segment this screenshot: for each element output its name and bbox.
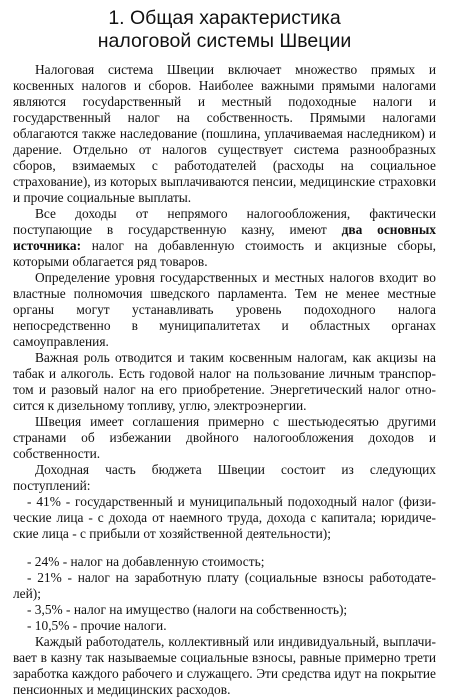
list-item: - 41% - государственный и муниципальный подоходный налог (физические лица - с дохода от наемного труда, дохода с капитала; юридические лица - с прибыли от хозяйственной деятельности); — [13, 494, 436, 541]
title-line-2: налоговой системы Швеции — [97, 30, 352, 52]
paragraph-overview: Налоговая система Швеции включает множество прямых и косвенных налогов и сборов. Наиболее важными прямыми налогами являются госуdарственный и местный подоходные налоги и государственный налог на собственность. Прямыми налогами облагаются также наследование (пошлина, уплачиваемая наследником) и дарение. Отдельно от налогов существует система разнообразных сборов, взимаемых с работодателей (расходы на социальное страхование), из которых выплачиваются пенсии, медицинские страховки и прочие социальные выплаты. — [13, 62, 436, 205]
paragraph-indirect-taxes-tail: налог на добавленную стоимость и акцизные сборы, которыми облагается ряд товаров. — [13, 238, 436, 269]
document-body — [13, 62, 436, 698]
list-item: - 24% - налог на добавленную стоимость; — [27, 554, 265, 569]
paragraph-excise: Важная роль отводится и таким косвенным налогам, как акцизы на табак и алкоголь. Есть годовой налог на пользование личным транспортом и разовый налог на его приобретение. Энергетический налог относится к дизельному топливу, углю, электроэнергии. — [13, 350, 436, 413]
paragraph-tax-levels: Определение уровня государственных и местных налогов входит во властные полномочия шведского парламента. Тем не менее местные органы могут устанавливать уровень подоходного налога непосредственно в муниципалитетах и областных органах самоуправления. — [13, 270, 436, 349]
page-title — [13, 7, 436, 53]
list-spacer — [13, 542, 436, 554]
paragraph-indirect-taxes — [13, 206, 436, 270]
list-item: - 10,5% - прочие налоги. — [27, 618, 167, 633]
paragraph-budget-intro: Доходная часть бюджета Швеции состоит из следующих поступлений: — [13, 462, 436, 493]
paragraph-indirect-taxes-text: Все доходы от непрямого налогообложения, фактически поступающие в государственную казну, имеют — [13, 206, 436, 237]
paragraph-treaties: Швеция имеет соглашения примерно с шестьюдесятью другими странами об избежании двойного налогообложения доходов и собственности. — [13, 414, 436, 461]
revenue-list — [13, 494, 436, 634]
paragraph-indirect-taxes-emphasis: два основных источника: — [13, 222, 436, 253]
list-item: - 21% - налог на заработную плату (социальные взносы работодателей); — [13, 570, 436, 601]
title-line-1: 1. Общая характеристика — [108, 7, 341, 29]
paragraph-social-contributions: Каждый работодатель, коллективный или индивидуальный, выплачивает в казну так называемые социальные взносы, равные примерно трети заработка каждого рабочего и служащего. Эти средства идут на покрытие пенсионных и медицинских расходов. — [13, 634, 436, 697]
list-item: - 3,5% - налог на имущество (налоги на собственность); — [27, 602, 348, 617]
